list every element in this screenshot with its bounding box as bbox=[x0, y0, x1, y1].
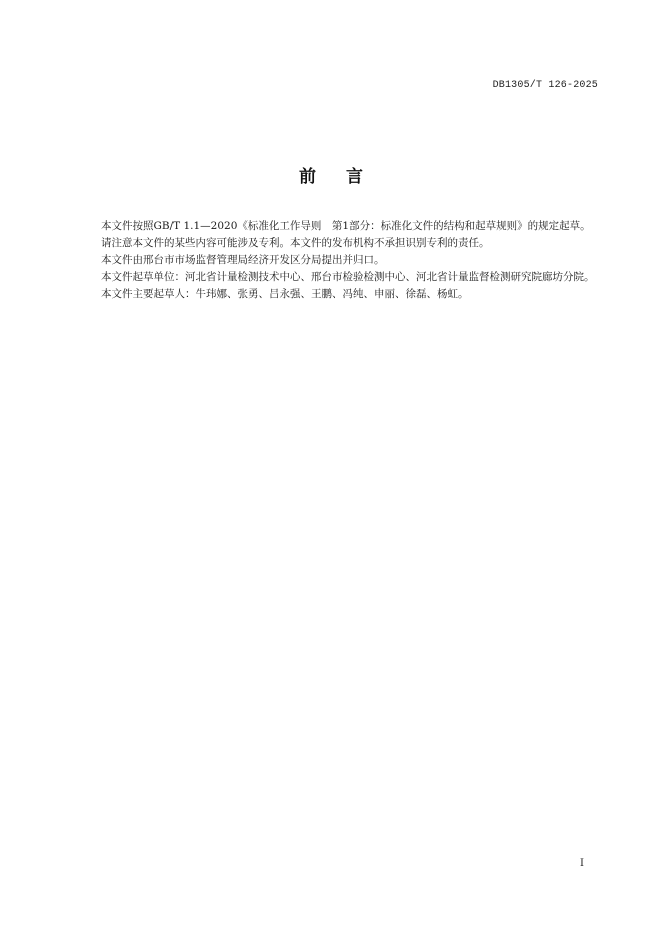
page-title: 前言 bbox=[299, 167, 393, 187]
foreword-body bbox=[80, 218, 600, 303]
paragraph-drafters: 本文件主要起草人：牛玮娜、张勇、吕永强、王鹏、冯纯、申丽、徐磊、杨虹。 bbox=[101, 288, 469, 300]
paragraph-proposer: 本文件由邢台市市场监督管理局经济开发区分局提出并归口。 bbox=[101, 254, 385, 266]
page-number: I bbox=[580, 858, 584, 869]
paragraph-drafting-rules: 本文件按照GB/T 1.1—2020《标准化工作导则 第1部分：标准化文件的结构和起草规则》的规定起草。 bbox=[101, 220, 591, 232]
paragraph-drafting-units: 本文件起草单位：河北省计量检测技术中心、邢台市检验检测中心、河北省计量监督检测研究院廊坊分院。 bbox=[101, 271, 595, 283]
paragraph-patent-notice: 请注意本文件的某些内容可能涉及专利。本文件的发布机构不承担识别专利的责任。 bbox=[101, 237, 490, 249]
document-code: DB1305/T 126-2025 bbox=[492, 80, 598, 91]
